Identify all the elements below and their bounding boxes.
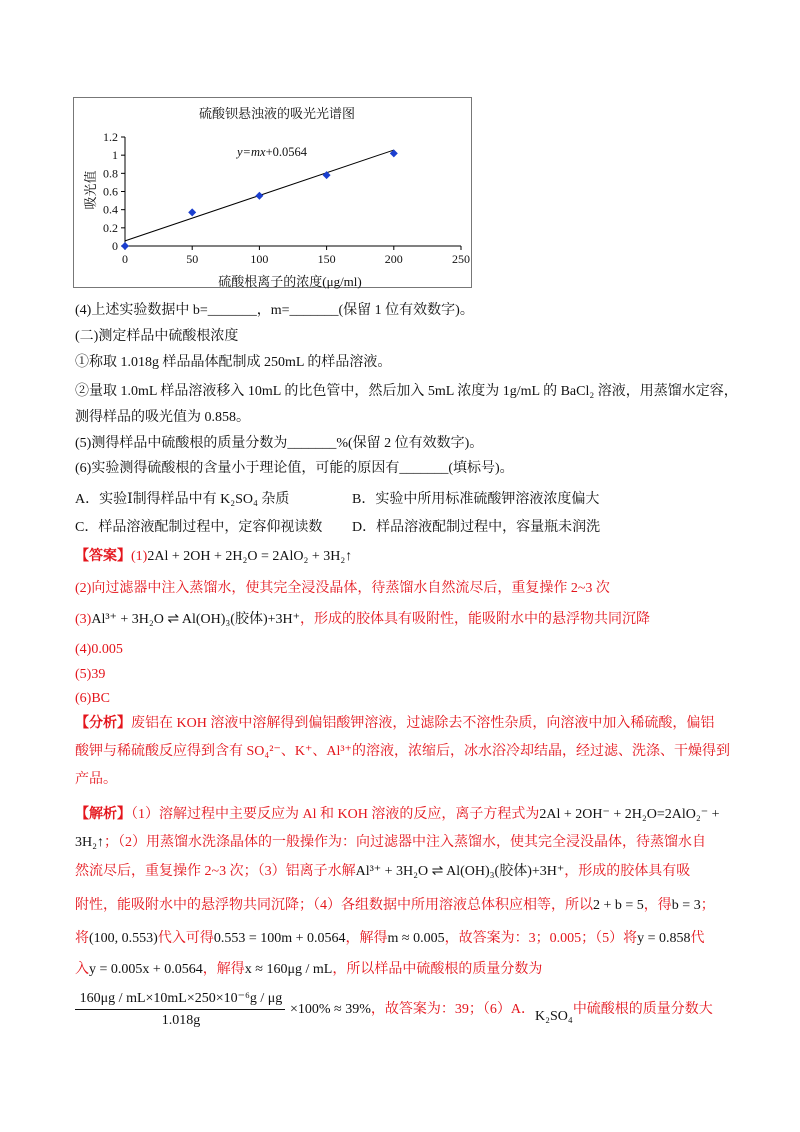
explanation-formula: ×100% ≈ 39%	[290, 1002, 371, 1017]
explanation-formula: 2Al + 2OH⁻ + 2H₂O=2AlO₂⁻ +	[539, 807, 720, 822]
explanation-formula: K₂SO₄	[535, 1009, 573, 1024]
answer-3-line	[75, 611, 650, 629]
y-tick-label: 1.2	[103, 130, 118, 144]
analysis-line-2: 酸钾与稀硫酸反应得到含有 SO₄²⁻、K⁺、Al³⁺的溶液，浓缩后，冰水浴冷却结晶，经过滤、洗涤、干燥得到	[75, 744, 730, 759]
explanation-formula: m ≈ 0.005	[387, 931, 445, 946]
explanation-line-6	[75, 961, 542, 979]
fraction-numerator: 160μg / mL×10mL×250×10⁻⁶g / μg	[79, 991, 283, 1006]
explanation-formula: Al³⁺ + 3H₂O ⇌ Al(OH)₃(胶体)+3H⁺	[355, 864, 565, 879]
answer-3-number: (3)	[75, 612, 92, 627]
x-tick-label: 200	[384, 252, 403, 266]
analysis-line-1	[75, 715, 714, 733]
answer-1-equation: 2Al + 2OH + 2H₂O = 2AlO₂ + 3H₂↑	[147, 549, 353, 564]
explanation-formula: y = 0.005x + 0.0564	[89, 962, 203, 977]
explanation-formula: x ≈ 160μg / mL	[244, 962, 333, 977]
analysis-text-1: 废铝在 KOH 溶液中溶解得到偏铝酸钾溶液，过滤除去不溶性杂质，向溶液中加入稀硫酸，偏铝	[131, 716, 715, 731]
trendline-equation-intercept: +0.0564	[265, 145, 307, 159]
explanation-text: ，得	[643, 898, 672, 913]
chart-title: 硫酸钡悬浊液的吸光光谱图	[198, 106, 356, 121]
explanation-text: ，形成的胶体具有吸	[564, 864, 691, 879]
x-tick-label: 0	[122, 252, 128, 266]
x-tick-label: 250	[452, 252, 470, 266]
answer-1-number: (1)	[131, 549, 148, 564]
option-c: C．样品溶液配制过程中，定容仰视读数	[75, 520, 323, 535]
explanation-line-3	[75, 863, 690, 881]
answer-1-line	[75, 548, 352, 566]
x-tick-label: 150	[317, 252, 336, 266]
explanation-formula: 0.553 = 100m + 0.0564	[213, 931, 346, 946]
y-axis-label: 吸光值	[83, 170, 98, 210]
chart-frame	[74, 98, 472, 288]
trendline-equation	[235, 145, 308, 159]
analysis-label: 【分析】	[75, 716, 131, 731]
question-5: (5)测得样品中硫酸根的质量分数为_______%(保留 2 位有效数字)。	[75, 436, 484, 451]
explanation-text: ，故答案为：39；（6）A．	[370, 1002, 536, 1017]
section-2-heading: (二)测定样品中硫酸根浓度	[75, 329, 239, 344]
answer-3-equation: Al³⁺ + 3H₂O ⇌ Al(OH)₃(胶体)+3H⁺	[91, 612, 301, 627]
y-tick-label: 0.8	[103, 166, 118, 181]
explanation-formula: 2 + b = 5	[593, 898, 644, 913]
explanation-text: ，解得	[202, 962, 245, 977]
explanation-text: 中硫酸根的质量分数大	[572, 1002, 713, 1017]
explanation-text: （1）溶解过程中主要反应为 Al 和 KOH 溶液的反应，离子方程式为	[131, 807, 540, 822]
y-tick-label: 0.4	[103, 202, 118, 217]
explanation-line-2	[75, 834, 706, 852]
explanation-line-7	[290, 1001, 713, 1024]
explanation-text: 代	[690, 931, 705, 946]
step-1: ①称取 1.018g 样品晶体配制成 250mL 的样品溶液。	[75, 355, 392, 370]
answer-4: (4)0.005	[75, 642, 123, 657]
explanation-formula: b = 3	[671, 898, 701, 913]
explanation-label: 【解析】	[75, 807, 131, 822]
x-tick-label: 50	[186, 252, 199, 266]
explanation-line-5	[75, 930, 705, 948]
mass-fraction-formula	[75, 990, 287, 1032]
explanation-text: ，解得	[345, 931, 388, 946]
option-d: D．样品溶液配制过程中，容量瓶未润洗	[352, 520, 601, 535]
explanation-text: 入	[75, 962, 89, 977]
explanation-text: 将	[75, 931, 89, 946]
option-b: B．实验中所用标准硫酸钾溶液浓度偏大	[352, 492, 600, 507]
y-tick-label: 1	[112, 148, 118, 163]
explanation-text: ，故答案为：3；0.005；（5）将	[444, 931, 638, 946]
step-2-line-2: 测得样品的吸光值为 0.858。	[75, 410, 250, 425]
explanation-text: 然流尽后，重复操作 2~3 次；（3）铝离子水解	[75, 864, 356, 879]
fraction-bar	[75, 1009, 285, 1010]
trendline-equation-lhs: y=mx	[237, 145, 266, 159]
explanation-text: ；	[700, 898, 715, 913]
x-tick-label: 100	[250, 252, 269, 266]
fraction-denominator: 1.018g	[161, 1013, 201, 1028]
y-tick-label: 0	[112, 239, 118, 253]
y-tick-label: 0.2	[103, 220, 118, 235]
question-4: (4)上述实验数据中 b=_______，m=_______(保留 1 位有效数字)。	[75, 303, 474, 318]
explanation-text: 代入可得	[157, 931, 214, 946]
step-2-line-1: ②量取 1.0mL 样品溶液移入 10mL 的比色管中，然后加入 5mL 浓度为 1g/mL 的 BaCl₂ 溶液，用蒸馏水定容，	[75, 384, 738, 399]
analysis-line-3: 产品。	[75, 772, 117, 787]
explanation-text: ；（2）用蒸馏水洗涤晶体的一般操作为：向过滤器中注入蒸馏水，使其完全浸没晶体，待蒸馏水自	[104, 835, 706, 850]
option-a: A．实验Ⅰ制得样品中有 K₂SO₄ 杂质	[75, 492, 290, 507]
y-tick-label: 0.6	[103, 184, 118, 199]
explanation-line-4	[75, 897, 715, 915]
explanation-line-1	[75, 806, 720, 824]
explanation-formula: y = 0.858	[637, 931, 691, 946]
explanation-text: 附性，能吸附水中的悬浮物共同沉降；（4）各组数据中所用溶液总体积应相等，所以	[75, 898, 593, 913]
explanation-text: ，所以样品中硫酸根的质量分数为	[332, 962, 543, 977]
answer-6: (6)BC	[75, 691, 110, 706]
question-6: (6)实验测得硫酸根的含量小于理论值，可能的原因有_______(填标号)。	[75, 461, 514, 476]
explanation-formula: (100, 0.553)	[89, 931, 158, 946]
answer-2: (2)向过滤器中注入蒸馏水，使其完全浸没晶体，待蒸馏水自然流尽后，重复操作 2~3 次	[75, 581, 610, 596]
explanation-formula: 3H₂↑	[75, 835, 104, 850]
absorbance-chart	[73, 97, 473, 289]
answer-label: 【答案】	[75, 549, 131, 564]
answer-3-text: ，形成的胶体具有吸附性，能吸附水中的悬浮物共同沉降	[300, 612, 651, 627]
answer-5: (5)39	[75, 667, 106, 682]
x-axis-label: 硫酸根离子的浓度(μg/ml)	[218, 274, 362, 289]
